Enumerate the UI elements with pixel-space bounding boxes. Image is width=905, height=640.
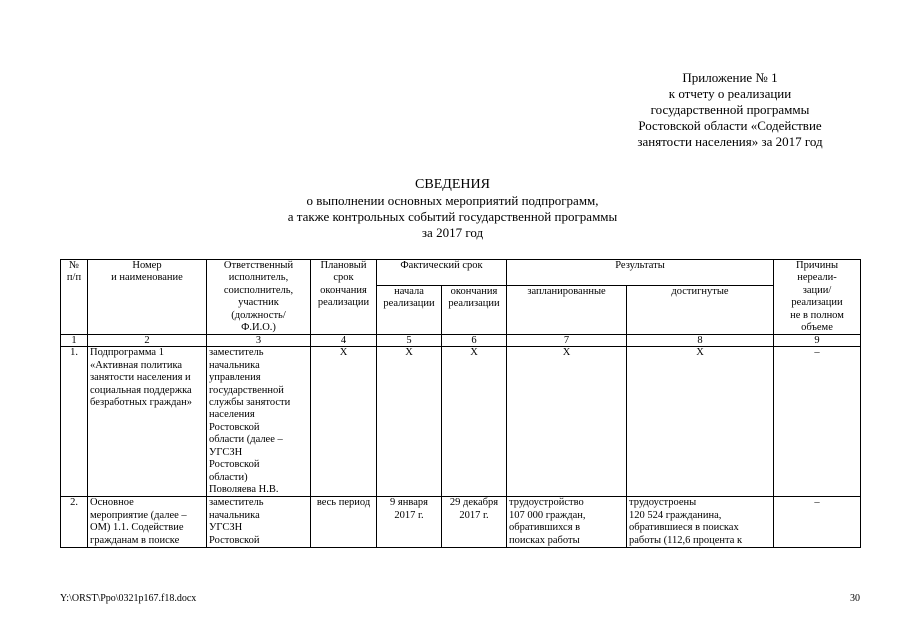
title-main: СВЕДЕНИЯ: [415, 177, 490, 192]
table-row: [61, 497, 861, 548]
row-actual-start: 9 января 2017 г.: [377, 497, 442, 548]
row-name: Основное мероприятие (далее – ОМ) 1.1. Содействие гражданам в поиске: [88, 497, 207, 548]
appendix-line: государственной программы: [650, 102, 810, 117]
title-line: о выполнении основных мероприятий подпрограмм,: [306, 193, 599, 208]
row-results-achieved: трудоустроены 120 524 гражданина, обратившиеся в поисках работы (112,6 процента к: [627, 497, 774, 548]
report-table: [60, 259, 861, 548]
header-row: [61, 260, 861, 286]
row-results-achieved: Х: [627, 347, 774, 497]
header-planned-date: Плановый срок окончания реализации: [311, 260, 377, 335]
column-number: 8: [627, 335, 774, 347]
row-results-planned: трудоустройство 107 000 граждан, обратившихся в поисках работы: [507, 497, 627, 548]
header-reasons: Причины нереали- зации/ реализации не в полном объеме: [774, 260, 861, 335]
row-reasons: –: [774, 347, 861, 497]
row-actual-end: Х: [442, 347, 507, 497]
header-results-planned: запланированные: [507, 285, 627, 335]
header-actual-group: Фактический срок: [377, 260, 507, 286]
column-number: 2: [88, 335, 207, 347]
column-number: 9: [774, 335, 861, 347]
column-number: 6: [442, 335, 507, 347]
column-number: 5: [377, 335, 442, 347]
header-actual-end: окончания реализации: [442, 285, 507, 335]
row-number: 2.: [61, 497, 88, 548]
appendix-line: к отчету о реализации: [668, 86, 792, 101]
header-responsible: Ответственный исполнитель, соисполнитель, участник (должность/ Ф.И.О.): [207, 260, 311, 335]
row-actual-end: 29 декабря 2017 г.: [442, 497, 507, 548]
header-name: Номер и наименование: [88, 260, 207, 335]
row-planned-date: весь период: [311, 497, 377, 548]
column-number-row: [61, 335, 861, 347]
header-num: № п/п: [61, 260, 88, 335]
row-results-planned: Х: [507, 347, 627, 497]
row-responsible: заместитель начальника УГСЗН Ростовской: [207, 497, 311, 548]
title-line: а также контрольных событий государственной программы: [287, 209, 618, 224]
column-number: 4: [311, 335, 377, 347]
column-number: 1: [61, 335, 88, 347]
footer-file-path: Y:\ORST\Ppo\0321p167.f18.docx: [60, 593, 197, 604]
document-title: [0, 176, 905, 241]
appendix-heading: [560, 70, 900, 150]
page-number: 30: [850, 593, 860, 604]
appendix-line: занятости населения» за 2017 год: [637, 134, 823, 149]
table-row: [61, 347, 861, 497]
column-number: 3: [207, 335, 311, 347]
row-reasons: –: [774, 497, 861, 548]
header-actual-start: начала реализации: [377, 285, 442, 335]
column-number: 7: [507, 335, 627, 347]
row-actual-start: Х: [377, 347, 442, 497]
row-planned-date: Х: [311, 347, 377, 497]
row-number: 1.: [61, 347, 88, 497]
row-name: Подпрограмма 1 «Активная политика занятости населения и социальная поддержка безработных граждан»: [88, 347, 207, 497]
appendix-line: Приложение № 1: [682, 70, 778, 85]
appendix-line: Ростовской области «Содействие: [638, 118, 822, 133]
row-responsible: заместитель начальника управления государственной службы занятости населения Ростовской области (далее – УГСЗН Ростовской области) Поволяева Н.В.: [207, 347, 311, 497]
header-results-achieved: достигнутые: [627, 285, 774, 335]
title-line: за 2017 год: [421, 225, 484, 240]
header-results-group: Результаты: [507, 260, 774, 286]
